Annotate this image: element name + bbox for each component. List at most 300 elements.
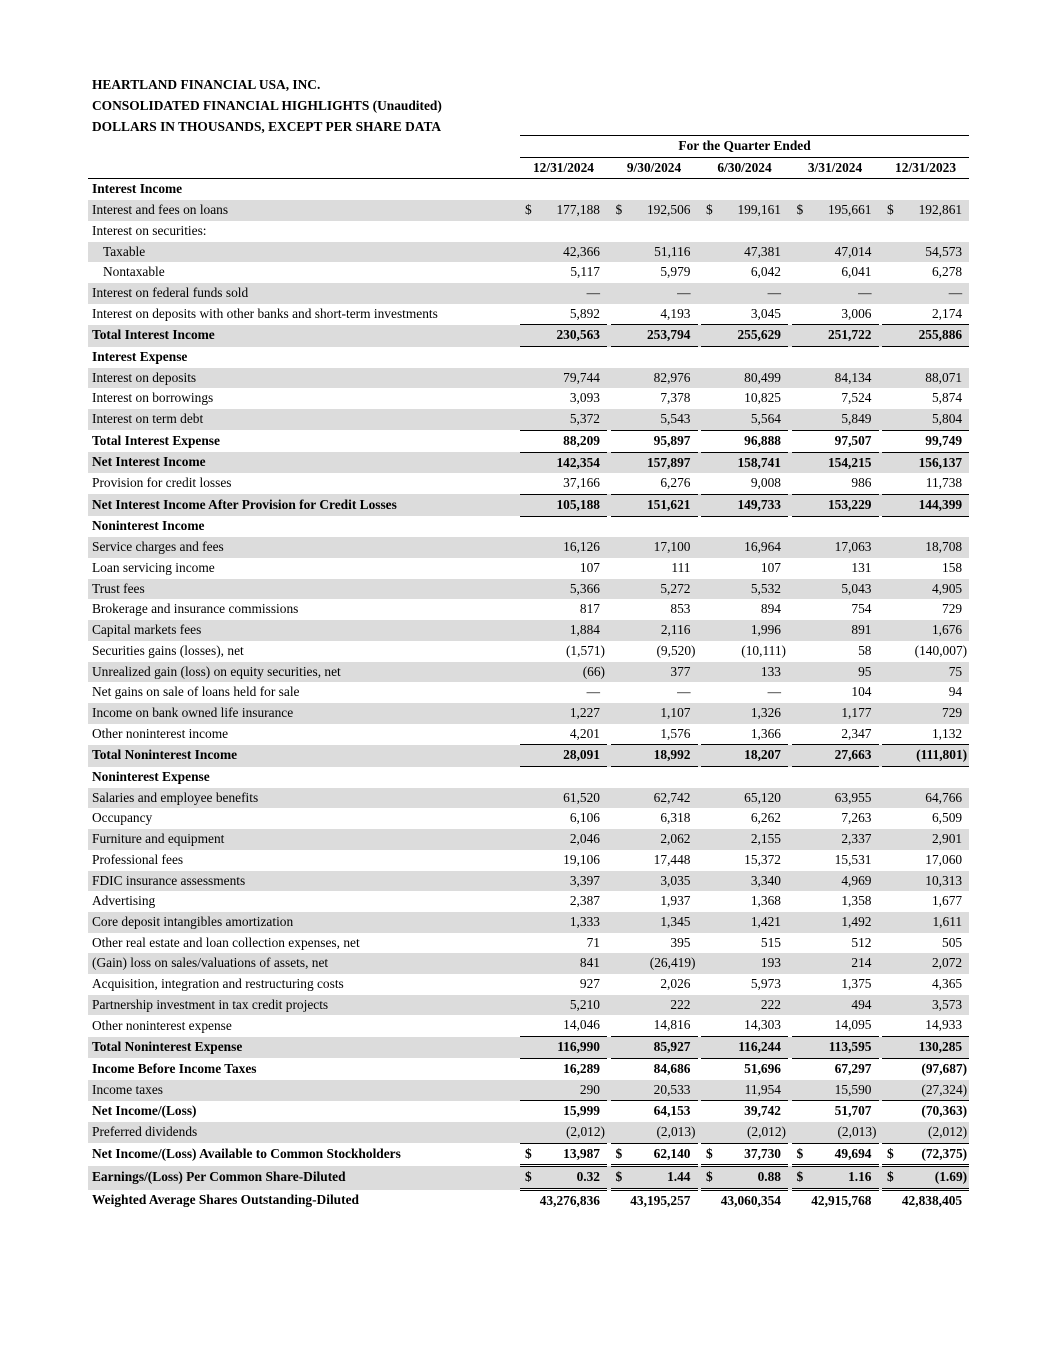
value-cell [882,620,969,641]
row-label: Income taxes [88,1080,520,1101]
cell-value: 5,117 [570,264,600,280]
cell-value: 130,285 [918,1039,963,1055]
cell-value: 1,611 [932,913,963,929]
value-cell [792,808,879,829]
cell-value: 18,708 [925,539,963,555]
cell-value: 1,937 [660,893,691,909]
value-cell [792,1080,879,1101]
value-cell [882,871,969,892]
cell-value: 154,215 [827,454,872,470]
cell-value: 255,629 [737,327,781,343]
value-cell [701,347,788,368]
value-cell [611,933,698,954]
value-cell [701,599,788,620]
cell-value: 4,365 [931,976,963,992]
value-cell [701,537,788,558]
cell-value: 95,897 [653,432,691,448]
cell-value: 1,576 [660,725,691,741]
cell-value: 84,134 [834,369,872,385]
value-cell [611,579,698,600]
table-row [88,262,969,283]
cell-value: 1,107 [660,704,691,720]
cell-value: 1,676 [931,622,963,638]
table-row [88,850,969,871]
row-label: Brokerage and insurance commissions [92,601,299,617]
value-cell [792,1015,879,1036]
cell-value: 15,999 [563,1103,600,1119]
table-row [88,891,969,912]
cell-value: 71 [586,934,600,950]
currency-symbol: $ [615,202,623,218]
value-cell [611,516,698,537]
value-cell [792,304,879,325]
value-cell [792,891,879,912]
cell-value: 151,621 [646,496,691,512]
value-cell [792,200,879,221]
period-header-row [88,136,969,158]
cell-value: 17,100 [653,539,691,555]
cell-value: 1,492 [841,913,872,929]
value-cell [792,494,879,516]
value-cell [611,850,698,871]
cell-value: 95 [858,663,872,679]
cell-value: 62,742 [653,789,691,805]
cell-value: 64,766 [925,789,963,805]
value-cell [611,325,698,347]
value-cell [520,388,607,409]
value-cell [792,1101,879,1122]
cell-value: 18,207 [744,747,781,763]
cell-value: 986 [851,475,872,491]
cell-value: 7,378 [660,390,691,406]
cell-value: — [586,684,600,700]
value-cell [520,347,607,368]
cell-value: (140,007) [914,642,968,658]
value-cell [611,558,698,579]
cell-value: 43,276,836 [539,1193,600,1209]
cell-value: 2,901 [931,831,963,847]
cell-value: 2,062 [660,831,691,847]
cell-value: 1,677 [931,893,963,909]
cell-value: 42,838,405 [901,1193,963,1209]
cell-value: 7,263 [841,810,872,826]
cell-value: 65,120 [744,789,781,805]
value-cell [701,494,788,516]
cell-value: (26,419) [649,955,696,971]
table-row [88,200,969,221]
value-cell [520,368,607,389]
value-cell [882,974,969,995]
row-label: Salaries and employee benefits [88,788,520,809]
cell-value: 192,506 [646,202,691,218]
table-row [88,912,969,933]
value-cell [792,516,879,537]
financial-highlights-table [88,135,969,1212]
cell-value: (2,012) [565,1124,605,1139]
cell-value: (1.69) [934,1169,968,1185]
cell-value: 222 [670,996,691,1012]
value-cell [520,933,607,954]
cell-value: 1,177 [841,704,872,720]
table-row [88,829,969,850]
cell-value: 494 [851,996,872,1012]
cell-value: 2,387 [569,893,600,909]
value-cell [701,430,788,452]
value-cell [701,242,788,263]
table-row [88,933,969,954]
cell-value: 11,954 [744,1081,781,1097]
value-cell [611,221,698,242]
value-cell [792,974,879,995]
cell-value: 2,116 [660,622,691,638]
value-cell [882,1037,969,1059]
row-label: Acquisition, integration and restructuring costs [92,976,344,992]
cell-value: 2,046 [569,831,600,847]
table-row [88,1037,969,1059]
currency-symbol: $ [796,1145,804,1161]
cell-value: 15,590 [834,1081,872,1097]
currency-symbol: $ [615,1145,623,1161]
cell-value: 192,861 [918,202,963,218]
value-cell [701,1166,788,1190]
value-cell [611,974,698,995]
cell-value: 153,229 [827,496,872,512]
table-row [88,745,969,767]
cell-value: 99,749 [925,432,963,448]
cell-value: 251,722 [827,327,872,343]
row-label: Provision for credit losses [92,475,232,491]
cell-value: 131 [851,560,872,576]
value-cell [882,347,969,368]
row-label: (Gain) loss on sales/valuations of assets, net [88,953,520,974]
cell-value: 512 [851,934,872,950]
cell-value: — [858,284,872,300]
value-cell [792,767,879,788]
cell-value: 6,318 [660,810,691,826]
cell-value: 927 [579,976,600,992]
table-row [88,724,969,745]
value-cell [520,1143,607,1166]
value-cell [701,724,788,745]
table-row [88,221,969,242]
row-label: Interest Income [92,181,183,197]
column-header: 9/30/2024 [611,157,698,179]
cell-value: (97,687) [921,1060,968,1076]
cell-value: 19,106 [563,851,600,867]
cell-value: 193 [760,955,781,971]
value-cell [701,262,788,283]
row-label: Unrealized gain (loss) on equity securities, net [88,662,520,683]
table-row [88,409,969,430]
cell-value: 14,095 [834,1017,872,1033]
cell-value: 42,366 [563,243,600,259]
cell-value: 43,195,257 [630,1193,691,1209]
value-cell [882,912,969,933]
cell-value: 1,884 [569,622,600,638]
currency-symbol: $ [525,202,532,218]
value-cell [520,409,607,430]
cell-value: 1,421 [750,913,781,929]
value-cell [882,1015,969,1036]
cell-value: 290 [579,1081,600,1097]
value-cell [520,516,607,537]
value-cell [792,409,879,430]
row-label: Capital markets fees [88,620,520,641]
cell-value: 18,992 [653,747,691,763]
value-cell [792,347,879,368]
cell-value: 7,524 [841,390,872,406]
table-row [88,1122,969,1143]
cell-value: 5,874 [931,390,963,406]
cell-value: (2,013) [656,1124,696,1139]
value-cell [882,325,969,347]
table-row [88,788,969,809]
value-cell [520,620,607,641]
row-label: Interest on federal funds sold [88,283,520,304]
table-row [88,1143,969,1166]
value-cell [701,409,788,430]
cell-value: 6,509 [931,810,963,826]
value-cell [520,891,607,912]
cell-value: 3,006 [841,305,872,321]
value-cell [882,1080,969,1101]
table-row [88,682,969,703]
value-cell [701,579,788,600]
cell-value: 54,573 [925,243,963,259]
value-cell [520,871,607,892]
currency-symbol: $ [706,1169,713,1185]
value-cell [701,200,788,221]
table-row [88,325,969,347]
row-label: Total Noninterest Expense [88,1037,520,1059]
value-cell [792,953,879,974]
value-cell [611,494,698,516]
value-cell [520,682,607,703]
value-cell [792,788,879,809]
row-label: Service charges and fees [88,537,520,558]
cell-value: 51,116 [654,243,691,259]
value-cell [882,829,969,850]
value-cell [520,745,607,767]
cell-value: 5,804 [931,411,963,427]
value-cell [701,1037,788,1059]
value-cell [882,745,969,767]
row-label: Loan servicing income [92,560,215,576]
value-cell [611,1190,698,1212]
units-note: DOLLARS IN THOUSANDS, EXCEPT PER SHARE DATA [92,118,442,134]
date-header-row [88,157,969,179]
value-cell [792,537,879,558]
value-cell [701,682,788,703]
currency-symbol: $ [887,202,894,218]
value-cell [611,1143,698,1166]
cell-value: 113,595 [828,1039,872,1055]
cell-value: 67,297 [834,1060,872,1076]
value-cell [520,953,607,974]
value-cell [792,325,879,347]
row-label: Preferred dividends [88,1122,520,1143]
table-row [88,953,969,974]
cell-value: 4,193 [660,305,691,321]
cell-value: 9,008 [750,475,781,491]
value-cell [882,221,969,242]
value-cell [701,745,788,767]
value-cell [611,703,698,724]
row-label: Income Before Income Taxes [92,1060,257,1076]
cell-value: 10,313 [925,872,963,888]
cell-value: 15,531 [834,851,872,867]
cell-value: 5,043 [841,580,872,596]
cell-value: 2,347 [841,725,872,741]
value-cell [701,808,788,829]
value-cell [520,974,607,995]
value-cell [611,599,698,620]
value-cell [882,283,969,304]
value-cell [882,409,969,430]
table-row [88,767,969,788]
cell-value: (70,363) [921,1103,968,1119]
cell-value: 14,046 [563,1017,600,1033]
cell-value: 222 [760,996,781,1012]
value-cell [882,953,969,974]
cell-value: 157,897 [646,454,691,470]
cell-value: 4,905 [931,580,963,596]
table-row [88,430,969,452]
cell-value: 14,303 [744,1017,781,1033]
cell-value: 3,340 [750,872,781,888]
cell-value: 1,366 [750,725,781,741]
value-cell [701,788,788,809]
cell-value: 2,072 [931,955,963,971]
row-label: Total Interest Expense [92,432,220,448]
table-row [88,641,969,662]
value-cell [792,179,879,200]
value-cell [701,850,788,871]
value-cell [611,1122,698,1143]
value-cell [520,452,607,473]
cell-value: 28,091 [563,747,600,763]
row-label: Securities gains (losses), net [92,642,244,658]
cell-value: 505 [942,934,963,950]
value-cell [882,1143,969,1166]
value-cell [520,1166,607,1190]
cell-value: (27,324) [921,1081,968,1097]
cell-value: 1,326 [750,704,781,720]
value-cell [520,829,607,850]
value-cell [701,558,788,579]
cell-value: (72,375) [921,1145,968,1161]
cell-value: (2,012) [928,1124,968,1139]
value-cell [701,221,788,242]
cell-value: 58 [858,642,872,658]
table-row [88,452,969,473]
cell-value: 1,996 [750,622,781,638]
value-cell [882,516,969,537]
row-label: Nontaxable [103,264,165,280]
value-cell [701,325,788,347]
value-cell [520,1080,607,1101]
cell-value: — [767,684,781,700]
value-cell [882,1058,969,1079]
value-cell [701,871,788,892]
cell-value: 177,188 [556,202,600,218]
value-cell [611,304,698,325]
cell-value: 111 [671,560,691,576]
cell-value: 17,060 [925,851,963,867]
value-cell [792,724,879,745]
cell-value: 0.88 [757,1169,781,1185]
value-cell [701,1190,788,1212]
value-cell [701,641,788,662]
value-cell [701,891,788,912]
cell-value: 15,372 [744,851,781,867]
cell-value: 85,927 [653,1039,691,1055]
column-header: 12/31/2023 [882,157,969,179]
value-cell [882,767,969,788]
value-cell [792,1122,879,1143]
cell-value: 16,289 [563,1060,600,1076]
value-cell [882,682,969,703]
table-row [88,620,969,641]
value-cell [792,850,879,871]
table-row [88,974,969,995]
value-cell [792,933,879,954]
table-row [88,662,969,683]
value-cell [701,912,788,933]
value-cell [701,516,788,537]
cell-value: 51,707 [834,1103,872,1119]
table-row [88,995,969,1016]
row-label: Net Interest Income [88,452,520,473]
value-cell [792,912,879,933]
value-cell [882,200,969,221]
cell-value: 2,155 [750,831,781,847]
value-cell [611,682,698,703]
currency-symbol: $ [525,1145,532,1161]
row-label: Interest and fees on loans [88,200,520,221]
table-row [88,473,969,494]
table-row [88,242,969,263]
cell-value: 62,140 [653,1145,691,1161]
cell-value: 75 [948,663,963,679]
value-cell [701,1143,788,1166]
cell-value: 255,886 [918,327,963,343]
value-cell [701,1080,788,1101]
value-cell [520,494,607,516]
cell-value: (66) [582,663,605,679]
value-cell [520,599,607,620]
value-cell [792,995,879,1016]
cell-value: 16,964 [744,539,781,555]
table-row [88,179,969,200]
cell-value: 144,399 [918,496,963,512]
cell-value: 80,499 [744,369,781,385]
value-cell [611,537,698,558]
row-label: Trust fees [88,579,520,600]
row-label: Interest on borrowings [92,390,214,406]
table-row [88,347,969,368]
cell-value: 43,060,354 [720,1193,781,1209]
cell-value: 97,507 [834,432,872,448]
cell-value: 729 [942,704,963,720]
cell-value: 1.44 [667,1169,691,1185]
value-cell [792,599,879,620]
value-cell [611,788,698,809]
currency-symbol: $ [615,1169,623,1185]
cell-value: 853 [670,601,691,617]
cell-value: 3,035 [660,872,691,888]
cell-value: 3,093 [569,390,600,406]
